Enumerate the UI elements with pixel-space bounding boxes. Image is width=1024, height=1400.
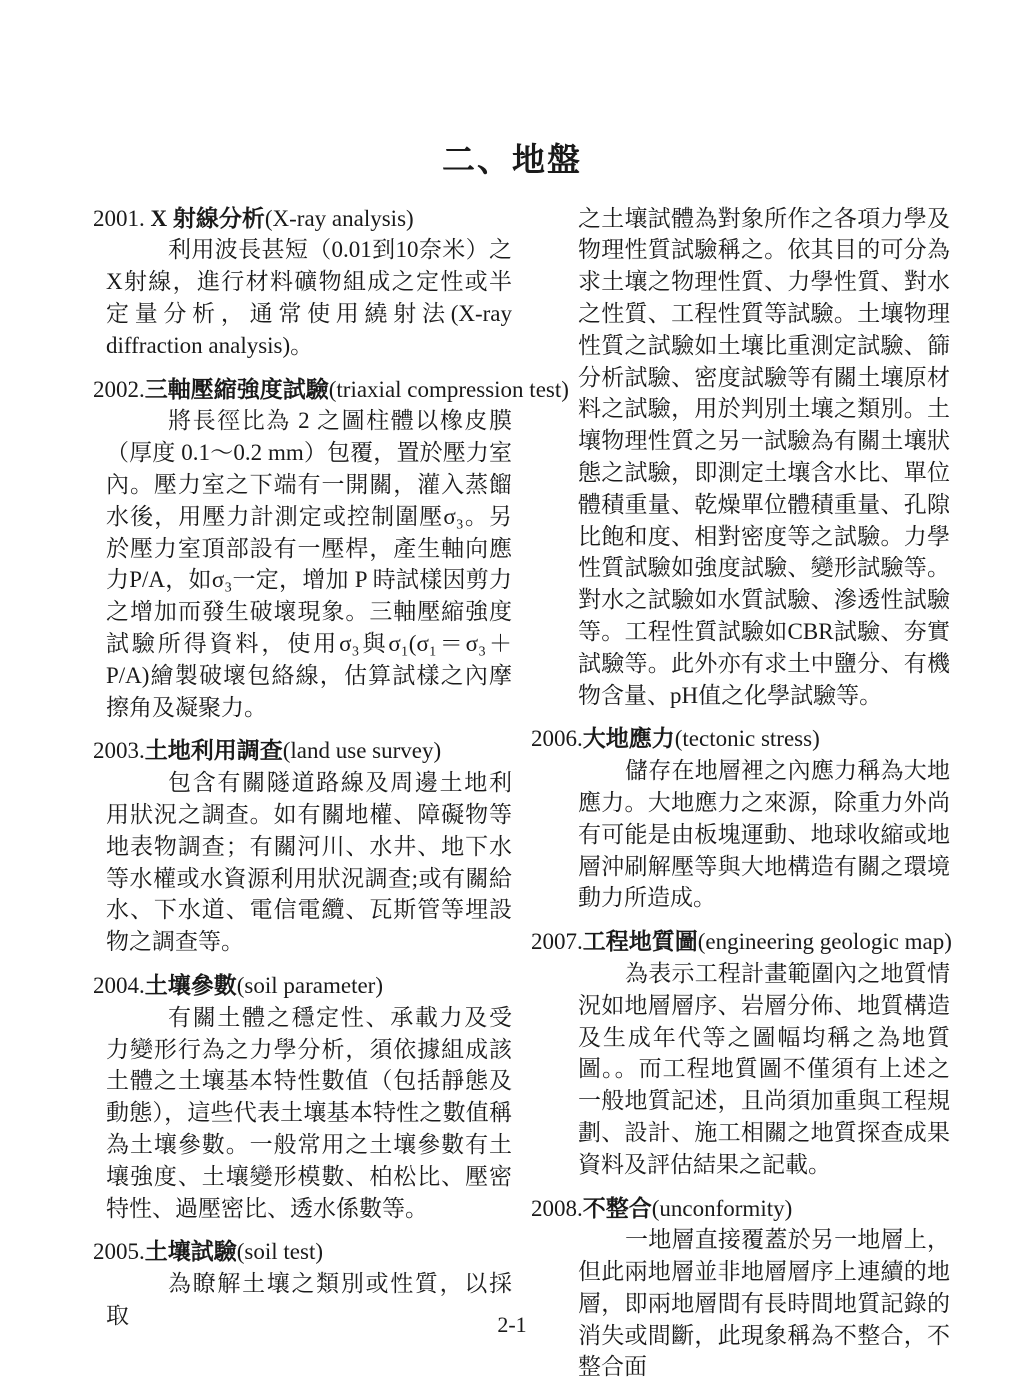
entry-body: 將長徑比為 2 之圖柱體以橡皮膜（厚度 0.1～0.2 mm）包覆，置於壓力室內。壓力室之下端有一開關，灌入蒸餾水後，用壓力計測定或控制圍壓σ₃。另於壓力室頂部設有一壓桿，產生軸向應力P/A，如σ₃一定，增加 P 時試樣因剪力之增加而發生破壞現象。三軸壓縮強度試驗所得資料，使用σ₃與σ₁(σ₁＝σ₃＋P/A)繪製破壞包絡線，估算試樣之內摩擦角及凝聚力。 [106, 408, 512, 720]
glossary-entry-2007 [531, 926, 950, 1180]
two-column-layout [93, 203, 950, 1384]
entry-term: 三軸壓縮強度試驗 [144, 376, 329, 402]
section-title: 二、地盤 [442, 143, 582, 179]
glossary-entry-2006 [531, 723, 950, 914]
entry-body: 儲存在地層裡之內應力稱為大地應力。大地應力之來源，除重力外尚有可能是由板塊運動、地球收縮或地層沖刷解壓等與大地構造有關之環境動力所造成。 [578, 758, 950, 911]
entry-term: 工程地質圖 [582, 929, 698, 955]
right-column [531, 203, 950, 1384]
entry-body: 包含有關隧道路線及周邊土地利用狀況之調查。如有關地權、障礙物等地表物調查；有關河川、水井、地下水等水權或水資源利用狀況調查;或有關給水、下水道、電信電纜、瓦斯管等埋設物之調查等。 [106, 770, 512, 955]
glossary-entry-2004 [93, 970, 512, 1224]
entry-term-english: (soil test) [236, 1239, 323, 1265]
entry-term-english: (X-ray analysis) [264, 205, 414, 231]
entry-heading [93, 203, 512, 235]
glossary-entry-2002 [93, 374, 569, 724]
entry-term-english: (land use survey) [282, 738, 442, 764]
entry-term: 大地應力 [582, 726, 675, 752]
entry-body-continuation-2005: 之土壤試體為對象所作之各項力學及物理性質試驗稱之。依其目的可分為求土壤之物理性質、力學性質、對水之性質、工程性質等試驗。土壤物理性質之試驗如土壤比重測定試驗、篩分析試驗、密度試驗等有關土壤原材料之試驗，用於判別土壤之類別。土壤物理性質之另一試驗為有關土壤狀態之試驗，即測定土壤含水比、單位體積重量、乾燥單位體積重量、孔隙比飽和度、相對密度等之試驗。力學性質試驗如強度試驗、變形試驗等。對水之試驗如水質試驗、滲透性試驗等。工程性質試驗如CBR試驗、夯實試驗等。此外亦有求土中鹽分、有機物含量、pH值之化學試驗等。 [578, 205, 950, 708]
entry-body: 為瞭解土壤之類別或性質，以採取 [106, 1271, 512, 1328]
entry-heading [531, 723, 950, 755]
entry-number: 2008. [531, 1195, 583, 1221]
glossary-entry-2001 [93, 203, 512, 362]
entry-body: 利用波長甚短（0.01到10奈米）之X射線，進行材料礦物組成之定性或半定量分析，通常使用繞射法(X-ray diffraction analysis)。 [106, 237, 512, 358]
entry-term: 土壤試驗 [144, 1239, 237, 1265]
entry-heading [93, 374, 569, 406]
entry-body: 為表示工程計畫範圍內之地質情況如地層層序、岩層分佈、地質構造及生成年代等之圖幅均稱之為地質圖。。而工程地質圖不僅須有上述之一般地質記述，且尚須加重與工程規劃、設計、施工相關之地質探查成果資料及評估結果之記載。 [578, 960, 950, 1177]
entry-term: 土地利用調查 [144, 738, 283, 764]
entry-term: 不整合 [582, 1195, 652, 1221]
entry-number: 2004. [93, 972, 145, 998]
entry-number: 2002. [93, 376, 145, 402]
entry-heading [93, 1236, 512, 1268]
entry-number: 2007. [531, 929, 583, 955]
entry-number: 2003. [93, 738, 145, 764]
entry-term-english: (tectonic stress) [674, 726, 820, 752]
entry-term-english: (unconformity) [651, 1195, 793, 1221]
glossary-entry-2008 [531, 1193, 950, 1384]
entry-term-english: (engineering geologic map) [697, 929, 952, 955]
entry-body: 一地層直接覆蓋於另一地層上，但此兩地層並非地層層序上連續的地層，即兩地層間有長時間地質記錄的消失或間斷，此現象稱為不整合，不整合面 [578, 1227, 950, 1380]
entry-term-english: (triaxial compression test) [328, 376, 569, 402]
entry-body: 有關土體之穩定性、承載力及受力變形行為之力學分析，須依據組成該土體之土壤基本特性數值（包括靜態及動態），這些代表土壤基本特性之數值稱為土壤參數。一般常用之土壤參數有土壤強度、土壤變形模數、柏松比、壓密特性、過壓密比、透水係數等。 [106, 1004, 512, 1221]
glossary-entry-2003 [93, 735, 512, 958]
page-number: 2-1 [497, 1312, 527, 1337]
entry-term-english: (soil parameter) [236, 972, 383, 998]
entry-number: 2001. [93, 205, 151, 231]
entry-term: 土壤參數 [144, 972, 237, 998]
entry-heading [93, 970, 512, 1002]
entry-number: 2005. [93, 1239, 145, 1265]
entry-heading [531, 926, 950, 958]
entry-number: 2006. [531, 726, 583, 752]
entry-heading [531, 1193, 950, 1225]
entry-heading [93, 735, 512, 767]
entry-term: X 射線分析 [150, 205, 265, 231]
